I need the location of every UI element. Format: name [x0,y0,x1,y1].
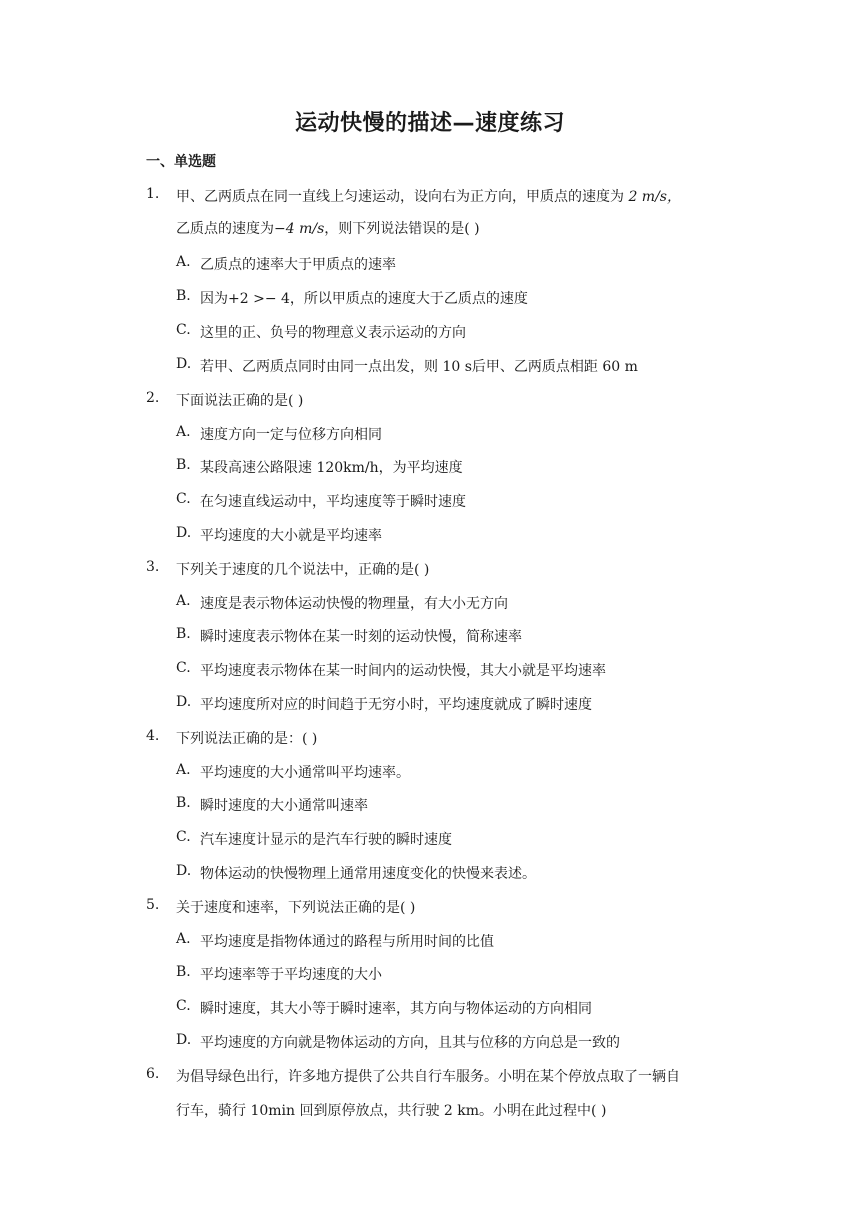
option-label: B. [176,288,191,304]
question-number: 1. [146,186,160,202]
option-label: A. [176,762,191,778]
option-text: 在匀速直线运动中，平均速度等于瞬时速度 [200,494,466,510]
option-text: 平均速度所对应的时间趋于无穷小时，平均速度就成了瞬时速度 [200,697,592,713]
option-label: B. [176,626,191,642]
option-text: 平均速度的大小通常叫平均速率。 [200,765,410,781]
option-text: 汽车速度计显示的是汽车行驶的瞬时速度 [200,832,452,848]
option-text: 速度方向一定与位移方向相同 [200,427,382,443]
page-title: 运动快慢的描述—速度练习 [294,111,565,136]
option-label: B. [176,964,191,980]
question-text: 行车，骑行 10min 回到原停放点，共行驶 2 km。小明在此过程中( ) [176,1103,607,1119]
section-heading: 一、单选题 [146,154,216,170]
math-value: −4 m/s [274,221,325,237]
question-number: 6. [146,1066,160,1082]
question-number: 5. [146,897,160,913]
option-label: C. [176,491,191,507]
option-text: 平均速率等于平均速度的大小 [200,967,382,983]
option-label: B. [176,795,191,811]
option-label: A. [176,593,191,609]
question-text-part: 甲、乙两质点在同一直线上匀速运动，设向右为正方向，甲质点的速度为 [176,189,624,205]
option-text: 平均速度是指物体通过的路程与所用时间的比值 [200,934,494,950]
option-label: D. [176,525,192,541]
option-text: 物体运动的快慢物理上通常用速度变化的快慢来表述。 [200,866,536,882]
option-text: 瞬时速度表示物体在某一时刻的运动快慢，简称速率 [200,629,522,645]
option-text: 瞬时速度的大小通常叫速率 [200,798,368,814]
option-label: B. [176,457,191,473]
option-label: C. [176,322,191,338]
option-text: 因为+2 >− 4，所以甲质点的速度大于乙质点的速度 [200,291,528,307]
option-label: C. [176,829,191,845]
question-text-part: ，则下列说法错误的是( ) [324,221,480,237]
question-number: 3. [146,559,160,575]
option-label: D. [176,1032,192,1048]
option-text: 平均速度的方向就是物体运动的方向，且其与位移的方向总是一致的 [200,1035,620,1051]
question-text: 下列关于速度的几个说法中，正确的是( ) [176,562,430,578]
option-text: 瞬时速度，其大小等于瞬时速率，其方向与物体运动的方向相同 [200,1001,592,1017]
option-text: 乙质点的速率大于甲质点的速率 [200,257,396,273]
option-label: D. [176,863,192,879]
option-label: A. [176,931,191,947]
question-text: 下面说法正确的是( ) [176,393,304,409]
option-text: 速度是表示物体运动快慢的物理量，有大小无方向 [200,596,508,612]
option-label: C. [176,998,191,1014]
question-text: 为倡导绿色出行，许多地方提供了公共自行车服务。小明在某个停放点取了一辆自 [176,1069,680,1085]
math-value: 2 m/s， [628,189,681,205]
option-label: D. [176,356,192,372]
option-label: D. [176,694,192,710]
option-label: C. [176,660,191,676]
question-text: 关于速度和速率，下列说法正确的是( ) [176,900,416,916]
option-label: A. [176,424,191,440]
question-text [176,186,681,206]
option-text: 平均速度的大小就是平均速率 [200,528,382,544]
question-number: 2. [146,390,160,406]
option-text: 这里的正、负号的物理意义表示运动的方向 [200,325,466,341]
option-text: 若甲、乙两质点同时由同一点出发，则 10 s后甲、乙两质点相距 60 m [200,359,638,375]
question-number: 4. [146,728,160,744]
option-label: A. [176,254,191,270]
question-text [176,218,480,238]
option-text: 某段高速公路限速 120km/h，为平均速度 [200,460,463,476]
option-text: 平均速度表示物体在某一时间内的运动快慢，其大小就是平均速率 [200,663,606,679]
question-text-part: 乙质点的速度为 [176,221,274,237]
question-text: 下列说法正确的是：( ) [176,731,318,747]
